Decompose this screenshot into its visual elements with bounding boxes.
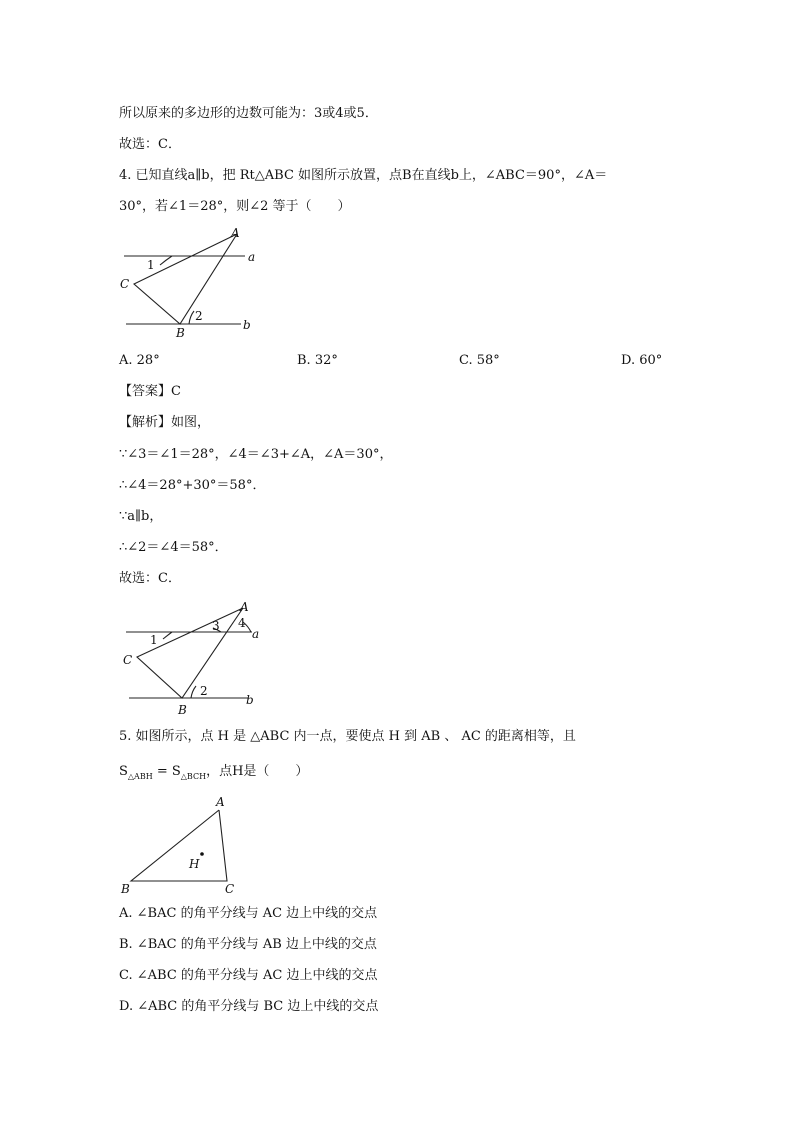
solution-step-1: ∵∠3＝∠1＝28°，∠4＝∠3+∠A，∠A＝30°， xyxy=(119,447,393,462)
q5-area-sub-bch: △BCH xyxy=(180,772,207,781)
fig1-angle-1: 1 xyxy=(147,258,155,272)
fig2-label-b: b xyxy=(246,693,254,707)
question-4-figure xyxy=(110,222,280,347)
fig2-angle-3: 3 xyxy=(212,619,220,633)
fig1-label-a: a xyxy=(248,250,256,264)
q4-option-b: B. 32° xyxy=(297,353,338,368)
fig1-label-B: B xyxy=(176,326,185,340)
q5-area-symbol: S xyxy=(119,764,128,779)
fig3-label-A: A xyxy=(216,795,225,809)
text-line-choice: 故选：C． xyxy=(119,137,181,152)
q5-option-d: D. ∠ABC 的角平分线与 BC 边上中线的交点 xyxy=(119,999,379,1014)
text-line-conclusion: 所以原来的多边形的边数可能为：3或4或5． xyxy=(119,106,378,121)
q4-option-d: D. 60° xyxy=(621,353,663,368)
q5-area-sub-abh: △ABH xyxy=(127,772,153,781)
question-4-stem-1: 4. 已知直线a∥b，把 Rt△ABC 如图所示放置，点B在直线b上，∠ABC＝90°，∠A＝ xyxy=(119,168,608,183)
solution-figure xyxy=(115,598,275,723)
solution-step-5: 故选：C． xyxy=(119,571,181,586)
q4-option-c: C. 58° xyxy=(459,353,500,368)
question-4-stem-2: 30°，若∠1＝28°，则∠2 等于（ ） xyxy=(119,199,351,214)
q4-option-a: A. 28° xyxy=(119,353,160,368)
question-5-stem-2 xyxy=(119,763,308,782)
fig1-label-A: A xyxy=(231,226,240,240)
fig2-angle-2: 2 xyxy=(200,684,208,698)
q5-option-b: B. ∠BAC 的角平分线与 AB 边上中线的交点 xyxy=(119,937,377,952)
q5-option-c: C. ∠ABC 的角平分线与 AC 边上中线的交点 xyxy=(119,968,378,983)
fig1-angle-2: 2 xyxy=(195,309,203,323)
question-5-figure xyxy=(115,793,250,898)
question-5-stem-1: 5. 如图所示，点 H 是 △ABC 内一点，要使点 H 到 AB 、 AC 的距离相等，且 xyxy=(119,729,576,744)
fig2-angle-4: 4 xyxy=(238,616,246,630)
fig1-label-b: b xyxy=(243,318,251,332)
answer-line: 【答案】C xyxy=(119,384,181,399)
fig2-angle-1: 1 xyxy=(150,633,158,647)
solution-step-4: ∴∠2＝∠4＝58°． xyxy=(119,540,228,555)
solution-step-3: ∵a∥b， xyxy=(119,509,163,524)
fig2-label-A: A xyxy=(240,600,249,614)
q5-area-equals: = S xyxy=(152,764,181,779)
fig3-label-C: C xyxy=(225,882,235,896)
fig2-label-C: C xyxy=(123,653,133,667)
fig3-label-B: B xyxy=(121,882,130,896)
fig3-label-H: H xyxy=(189,857,200,871)
q5-option-a: A. ∠BAC 的角平分线与 AC 边上中线的交点 xyxy=(119,906,378,921)
solution-step-2: ∴∠4＝28°+30°＝58°． xyxy=(119,478,266,493)
q5-stem-end: ，点H是（ ） xyxy=(206,764,309,779)
analysis-line: 【解析】如图， xyxy=(119,415,211,430)
fig2-label-B: B xyxy=(178,703,187,717)
fig2-label-a: a xyxy=(252,627,260,641)
fig1-label-C: C xyxy=(120,277,130,291)
